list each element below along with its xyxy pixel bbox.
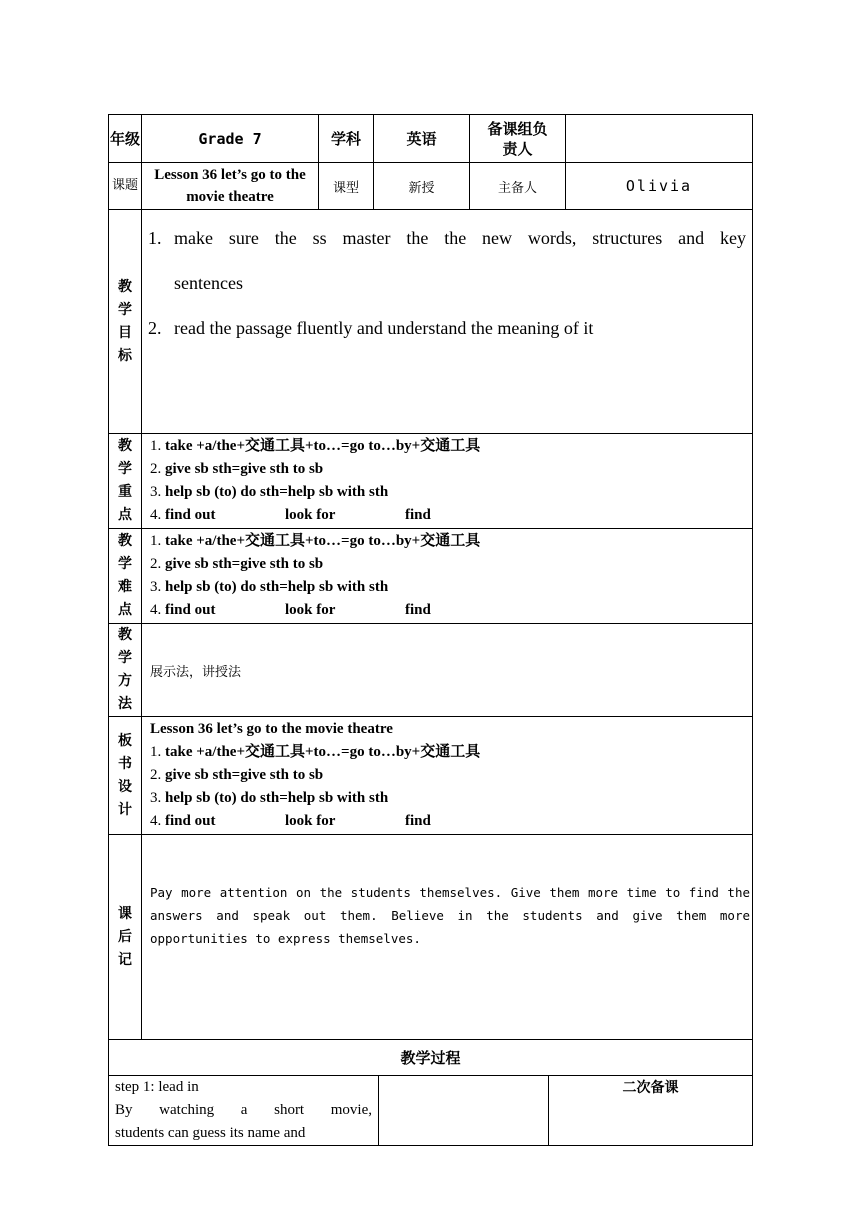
difficult-points-label: 教学难点 [109,529,142,624]
point-line: 3. help sb (to) do sth=help sb with sth [150,484,389,500]
subject-label: 学科 [319,115,374,163]
grade-label: 年级 [109,115,142,163]
point-line: 2. give sb sth=give sth to sb [150,767,324,783]
goals-label: 教学目标 [109,210,142,434]
point-line: 2. give sb sth=give sth to sb [150,461,324,477]
point-line: 3. help sb (to) do sth=help sb with sth [150,790,389,806]
step-notes-cell [379,1076,549,1146]
key-points-label: 教学重点 [109,434,142,529]
point-line: 4. find out look for find [150,813,431,829]
point-line: 4. find out look for find [150,507,431,523]
key-points-content [142,434,753,529]
preparer-value: Olivia [566,163,753,210]
reflection-row [109,835,753,1040]
point-line: 4. find out look for find [150,602,431,618]
process-title: 教学过程 [109,1040,753,1076]
grade-value: Grade 7 [142,115,319,163]
method-label: 教学方法 [109,624,142,717]
subject-value: 英语 [374,115,470,163]
goal-text: make sure the ss master the the new words, structures and key [174,228,746,248]
topic-label: 课题 [109,163,142,210]
step-title: step 1: lead in [115,1079,199,1095]
goal-number: 1. [148,228,162,248]
type-value: 新授 [374,163,470,210]
step-line: By watching a short movie, [115,1102,372,1118]
difficult-points-content [142,529,753,624]
second-prep-label: 二次备课 [549,1076,753,1146]
reflection-text: Pay more attention on the students themselves. Give them more time to find the answers and speak out them. Believe in the students and give them more opportunities to express themselves. [142,835,753,1040]
board-title: Lesson 36 let’s go to the movie theatre [150,721,393,737]
header-row-1 [109,115,753,163]
process-step-row [109,1076,753,1146]
step-line: students can guess its name and [115,1125,306,1141]
board-row [109,717,753,835]
process-title-row [109,1040,753,1076]
lead-value [566,115,753,163]
goal-number: 2. [148,318,162,338]
point-line: 3. help sb (to) do sth=help sb with sth [150,579,389,595]
point-line: 1. take +a/the+交通工具+to…=go to…by+交通工具 [150,533,481,549]
lesson-plan [108,114,752,1146]
method-row [109,624,753,717]
goal-text-continued: sentences [174,273,243,293]
board-content [142,717,753,835]
topic-value: Lesson 36 let’s go to the movie theatre [142,163,319,210]
key-points-row [109,434,753,529]
point-line: 2. give sb sth=give sth to sb [150,556,324,572]
point-line: 1. take +a/the+交通工具+to…=go to…by+交通工具 [150,438,481,454]
goals-row [109,210,753,434]
lesson-plan-table [108,114,753,1040]
difficult-points-row [109,529,753,624]
step-cell [109,1076,379,1146]
goal-item [148,306,746,351]
board-label: 板书设计 [109,717,142,835]
point-line: 1. take +a/the+交通工具+to…=go to…by+交通工具 [150,744,481,760]
header-row-2 [109,163,753,210]
goal-text: read the passage fluently and understand the meaning of it [174,318,594,338]
lead-label: 备课组负责人 [470,115,566,163]
method-text: 展示法，讲授法 [142,624,753,717]
type-label: 课型 [319,163,374,210]
reflection-label: 课后记 [109,835,142,1040]
goal-item-continued [148,261,746,306]
goals-content [142,210,753,434]
preparer-label: 主备人 [470,163,566,210]
process-table [108,1039,753,1146]
goal-item [148,216,746,261]
